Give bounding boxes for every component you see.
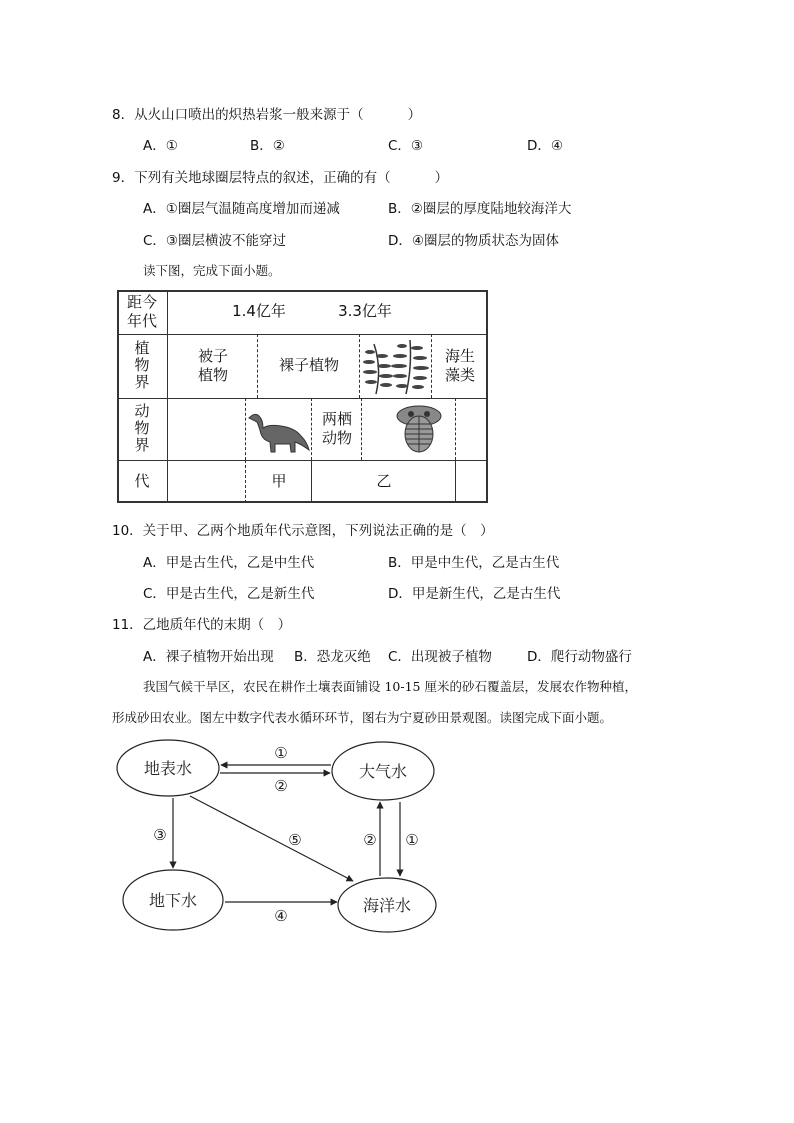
q11-option-b: B．恐龙灭绝 xyxy=(294,649,371,665)
arrow-label-2-right: ② xyxy=(363,831,377,849)
q8-stem-end: ） xyxy=(407,107,422,123)
arrow-label-5: ⑤ xyxy=(288,831,302,849)
q9-stem-end: ） xyxy=(434,170,449,186)
q10-option-a: A．甲是古生代，乙是中生代 xyxy=(143,555,315,571)
question-9 xyxy=(112,166,448,186)
q11-option-d: D．爬行动物盛行 xyxy=(527,649,632,665)
q9-option-a: A．①圈层气温随高度增加而递减 xyxy=(143,201,340,217)
q10-stem: 10．关于甲、乙两个地质年代示意图，下列说法正确的是（ ） xyxy=(112,523,494,539)
arrow-label-2-bottom: ② xyxy=(274,777,288,795)
question-8 xyxy=(112,103,421,123)
q11-option-c: C．出现被子植物 xyxy=(388,649,492,665)
q8-option-b: B．② xyxy=(250,138,285,154)
intro-2-line-2: 形成砂田农业。图左中数字代表水循环环节，图右为宁夏砂田景观图。读图完成下面小题。 xyxy=(112,710,613,725)
plant-gymnosperm: 裸子植物 xyxy=(278,356,339,374)
age-1-4: 1.4亿年 xyxy=(232,302,286,320)
q8-stem: 8．从火山口喷出的炽热岩浆一般来源于（ xyxy=(112,107,364,123)
label-groundwater: 地下水 xyxy=(148,891,198,910)
arrow-label-3: ③ xyxy=(153,826,167,844)
q8-option-a: A．① xyxy=(143,138,178,154)
q9-stem: 9．下列有关地球圈层特点的叙述，正确的有（ xyxy=(112,170,391,186)
trilobite-icon xyxy=(389,402,449,458)
dinosaur-icon xyxy=(245,406,311,456)
label-atmospheric-water: 大气水 xyxy=(358,762,408,781)
geologic-time-table xyxy=(117,290,488,503)
q11-stem: 11．乙地质年代的末期（ ） xyxy=(112,617,292,633)
animal-amphibian: 两栖 动物 xyxy=(321,410,352,447)
arrow-label-4: ④ xyxy=(274,907,288,925)
q9-option-b: B．②圈层的厚度陆地较海洋大 xyxy=(388,201,572,217)
q10-option-c: C．甲是古生代，乙是新生代 xyxy=(143,586,315,602)
row-header-era: 代 xyxy=(134,472,150,490)
row-header-plants: 植 物 界 xyxy=(134,339,150,391)
q10-option-b: B．甲是中生代，乙是古生代 xyxy=(388,555,560,571)
label-surface-water: 地表水 xyxy=(143,759,193,778)
plant-angiosperm: 被子 植物 xyxy=(197,347,228,384)
intro-1: 读下图，完成下面小题。 xyxy=(143,263,281,278)
row-header-animals: 动 物 界 xyxy=(134,402,150,454)
intro-2-line-1: 我国气候干旱区，农民在耕作土壤表面铺设 10-15 厘米的砂石覆盖层，发展农作物种植， xyxy=(143,679,637,694)
arrow-label-1-right: ① xyxy=(405,831,419,849)
fern-icon xyxy=(362,338,430,396)
q10-option-d: D．甲是新生代，乙是古生代 xyxy=(388,586,561,602)
q8-option-d: D．④ xyxy=(527,138,563,154)
era-jia: 甲 xyxy=(271,472,287,490)
age-3-3: 3.3亿年 xyxy=(338,302,392,320)
water-cycle-diagram xyxy=(115,738,445,938)
q8-option-c: C．③ xyxy=(388,138,424,154)
era-yi: 乙 xyxy=(376,472,392,490)
plant-algae: 海生 藻类 xyxy=(444,347,475,384)
q9-option-d: D．④圈层的物质状态为固体 xyxy=(388,233,559,249)
row-header-age: 距今 年代 xyxy=(126,293,157,330)
arrow-label-1-top: ① xyxy=(274,744,288,762)
q9-option-c: C．③圈层横波不能穿过 xyxy=(143,233,287,249)
label-ocean-water: 海洋水 xyxy=(362,896,412,915)
q11-option-a: A．裸子植物开始出现 xyxy=(143,649,274,665)
